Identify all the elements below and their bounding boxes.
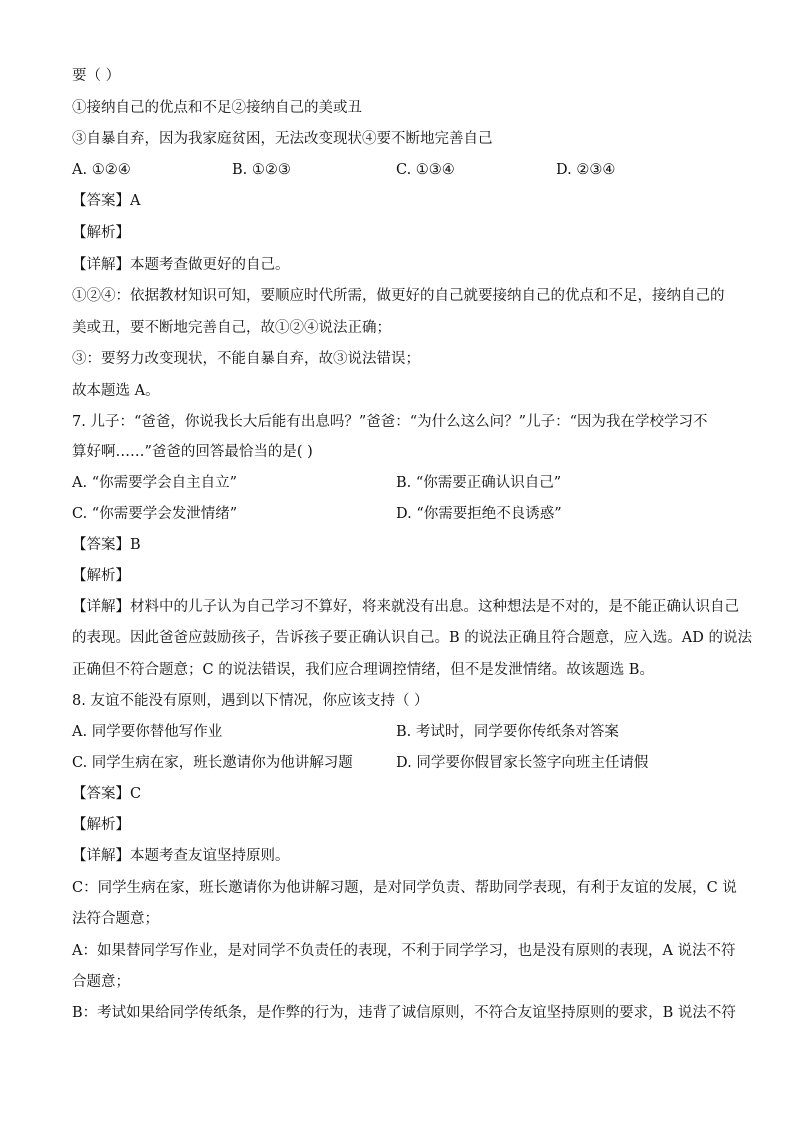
q7-detail-line-1: 【详解】材料中的儿子认为自己学习不算好，将来就没有出息。这种想法是不对的，是不能正确认识自己: [72, 599, 739, 615]
q8-explanation-a-line-2: 合题意；: [72, 974, 130, 990]
q6-analysis-label: 【解析】: [72, 225, 130, 241]
q7-option-b: B. “你需要正确认识自己”: [396, 475, 562, 491]
q8-analysis-label: 【解析】: [72, 817, 130, 833]
q6-option-d: D. ②③④: [556, 162, 616, 178]
q6-conclusion: 故本题选 A。: [72, 383, 160, 399]
q8-explanation-a-line-1: A：如果替同学写作业，是对同学不负责任的表现，不利于同学学习，也是没有原则的表现，A 说法不符: [72, 943, 736, 959]
q7-analysis-label: 【解析】: [72, 568, 130, 584]
q6-answer: 【答案】A: [72, 193, 141, 209]
q6-statement-line-2: ③自暴自弃，因为我家庭贫困，无法改变现状④要不断地完善自己: [72, 131, 493, 147]
q6-statement-line-1: ①接纳自己的优点和不足②接纳自己的美或丑: [72, 100, 362, 116]
q8-detail: 【详解】本题考查友谊坚持原则。: [72, 848, 290, 864]
q7-option-c: C. “你需要学会发泄情绪”: [72, 506, 238, 522]
q8-answer: 【答案】C: [72, 786, 142, 802]
q6-explanation-line-3: ③：要努力改变现状，不能自暴自弃，故③说法错误；: [72, 351, 420, 367]
q8-explanation-c-line-2: 法符合题意；: [72, 911, 159, 927]
q6-option-b: B. ①②③: [232, 162, 291, 178]
q6-stem-tail: 要（ ）: [72, 68, 121, 84]
q7-detail-line-2: 的表现。因此爸爸应鼓励孩子，告诉孩子要正确认识自己。B 的说法正确且符合题意，应入选。AD 的说法: [72, 630, 752, 646]
q7-detail-line-3: 正确但不符合题意；C 的说法错误，我们应合理调控情绪，但不是发泄情绪。故该题选 B。: [72, 662, 654, 678]
q7-stem-line-2: 算好啊……”爸爸的回答最恰当的是( ): [72, 444, 313, 460]
q7-stem-line-1: 7. 儿子：“爸爸，你说我长大后能有出息吗？”爸爸：“为什么这么问？”儿子：“因为我在学校学习不: [72, 414, 708, 430]
q8-option-a: A. 同学要你替他写作业: [72, 724, 223, 740]
q6-explanation-line-2: 美或丑，要不断地完善自己，故①②④说法正确；: [72, 320, 391, 336]
q6-option-c: C. ①③④: [396, 162, 455, 178]
q8-explanation-b-line-1: B：考试如果给同学传纸条，是作弊的行为，违背了诚信原则，不符合友谊坚持原则的要求，B 说法不符: [72, 1005, 736, 1021]
q8-option-c: C. 同学生病在家，班长邀请你为他讲解习题: [72, 755, 353, 771]
q7-option-d: D. “你需要拒绝不良诱惑”: [396, 506, 562, 522]
q8-stem: 8. 友谊不能没有原则，遇到以下情况，你应该支持（ ）: [72, 693, 429, 709]
q8-option-b: B. 考试时，同学要你传纸条对答案: [396, 724, 619, 740]
q8-explanation-c-line-1: C：同学生病在家，班长邀请你为他讲解习题，是对同学负责、帮助同学表现，有利于友谊的发展，C 说: [72, 880, 737, 896]
q6-explanation-line-1: ①②④：依据教材知识可知，要顺应时代所需，做更好的自己就要接纳自己的优点和不足，接纳自己的: [72, 288, 725, 304]
q7-option-a: A. “你需要学会自主自立”: [72, 475, 238, 491]
q6-option-a: A. ①②④: [72, 162, 131, 178]
q8-option-d: D. 同学要你假冒家长签字向班主任请假: [396, 755, 649, 771]
q7-answer: 【答案】B: [72, 537, 141, 553]
q6-detail: 【详解】本题考查做更好的自己。: [72, 257, 290, 273]
